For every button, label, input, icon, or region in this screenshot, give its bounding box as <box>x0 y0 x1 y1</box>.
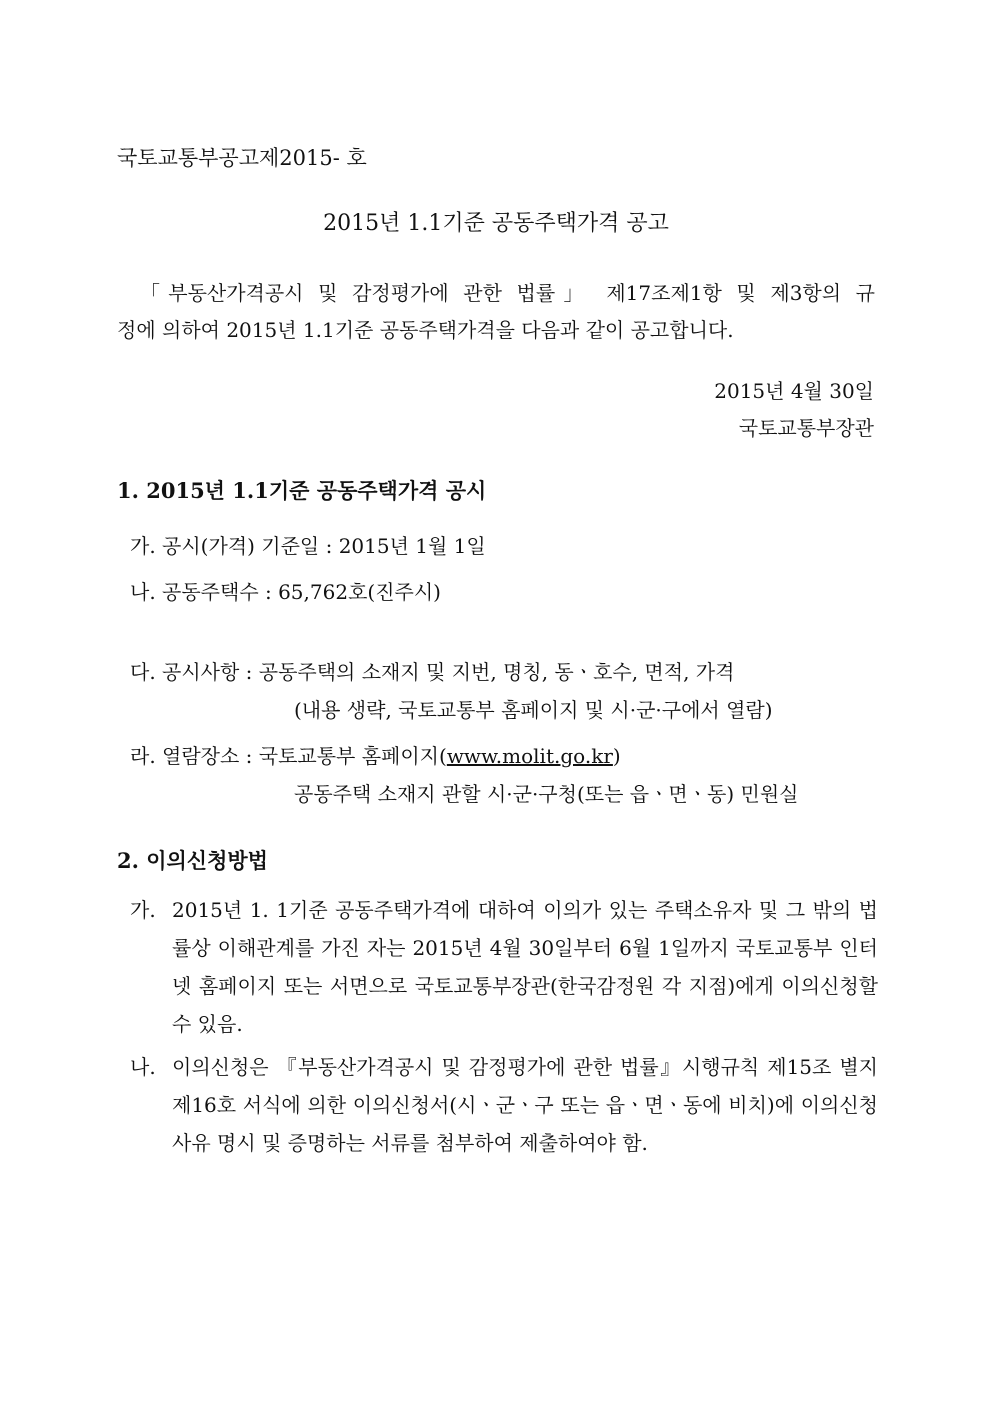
viewing-place-close: ) <box>612 744 621 768</box>
item-marker: 가. <box>130 898 156 922</box>
item-viewing-place <box>130 740 621 769</box>
section-2-heading: 2. 이의신청방법 <box>117 848 268 873</box>
announcement-date: 2015년 4월 30일 <box>714 379 874 403</box>
objection-item-na <box>130 1048 878 1162</box>
item-housing-count: 나. 공동주택수 : 65,762호(진주시) <box>130 580 441 604</box>
item-marker: 나. <box>130 1055 156 1079</box>
intro-line-2: 정에 의하여 2015년 1.1기준 공동주택가격을 다음과 같이 공고합니다. <box>117 318 734 342</box>
item-viewing-place-continued: 공동주택 소재지 관할 시·군·구청(또는 읍ㆍ면ㆍ동) 민원실 <box>294 782 799 806</box>
intro-line-1: 「부동산가격공시 및 감정평가에 관한 법률」 제17조제1항 및 제3항의 규 <box>140 281 875 305</box>
item-base-date: 가. 공시(가격) 기준일 : 2015년 1월 1일 <box>130 534 486 558</box>
section-1-heading: 1. 2015년 1.1기준 공동주택가격 공시 <box>117 478 487 503</box>
objection-item-ga-text: 2015년 1. 1기준 공동주택가격에 대하여 이의가 있는 주택소유자 및 그 밖의 법률상 이해관계를 가진 자는 2015년 4월 30일부터 6월 1일까지 국토교통부 인터넷 홈페이지 또는 서면으로 국토교통부장관(한국감정원 각 지점)에게 이의신청할 수 있음. <box>172 898 878 1036</box>
objection-item-na-text: 이의신청은 『부동산가격공시 및 감정평가에 관한 법률』시행규칙 제15조 별지 제16호 서식에 의한 이의신청서(시ㆍ군ㆍ구 또는 읍ㆍ면ㆍ동에 비치)에 이의신청사유 명시 및 증명하는 서류를 첨부하여 제출하여야 함. <box>172 1055 878 1155</box>
viewing-place-label: 라. 열람장소 : 국토교통부 홈페이지( <box>130 744 447 768</box>
molit-website-link[interactable]: www.molit.go.kr <box>446 744 613 768</box>
item-notice-contents: 다. 공시사항 : 공동주택의 소재지 및 지번, 명칭, 동ㆍ호수, 면적, 가격 <box>130 660 735 684</box>
issuer-name: 국토교통부장관 <box>738 416 874 440</box>
notice-number: 국토교통부공고제2015- 호 <box>117 146 367 170</box>
item-notice-contents-continued: (내용 생략, 국토교통부 홈페이지 및 시·군·구에서 열람) <box>294 698 773 722</box>
document-title: 2015년 1.1기준 공동주택가격 공고 <box>323 211 669 236</box>
objection-item-ga <box>130 891 878 1043</box>
